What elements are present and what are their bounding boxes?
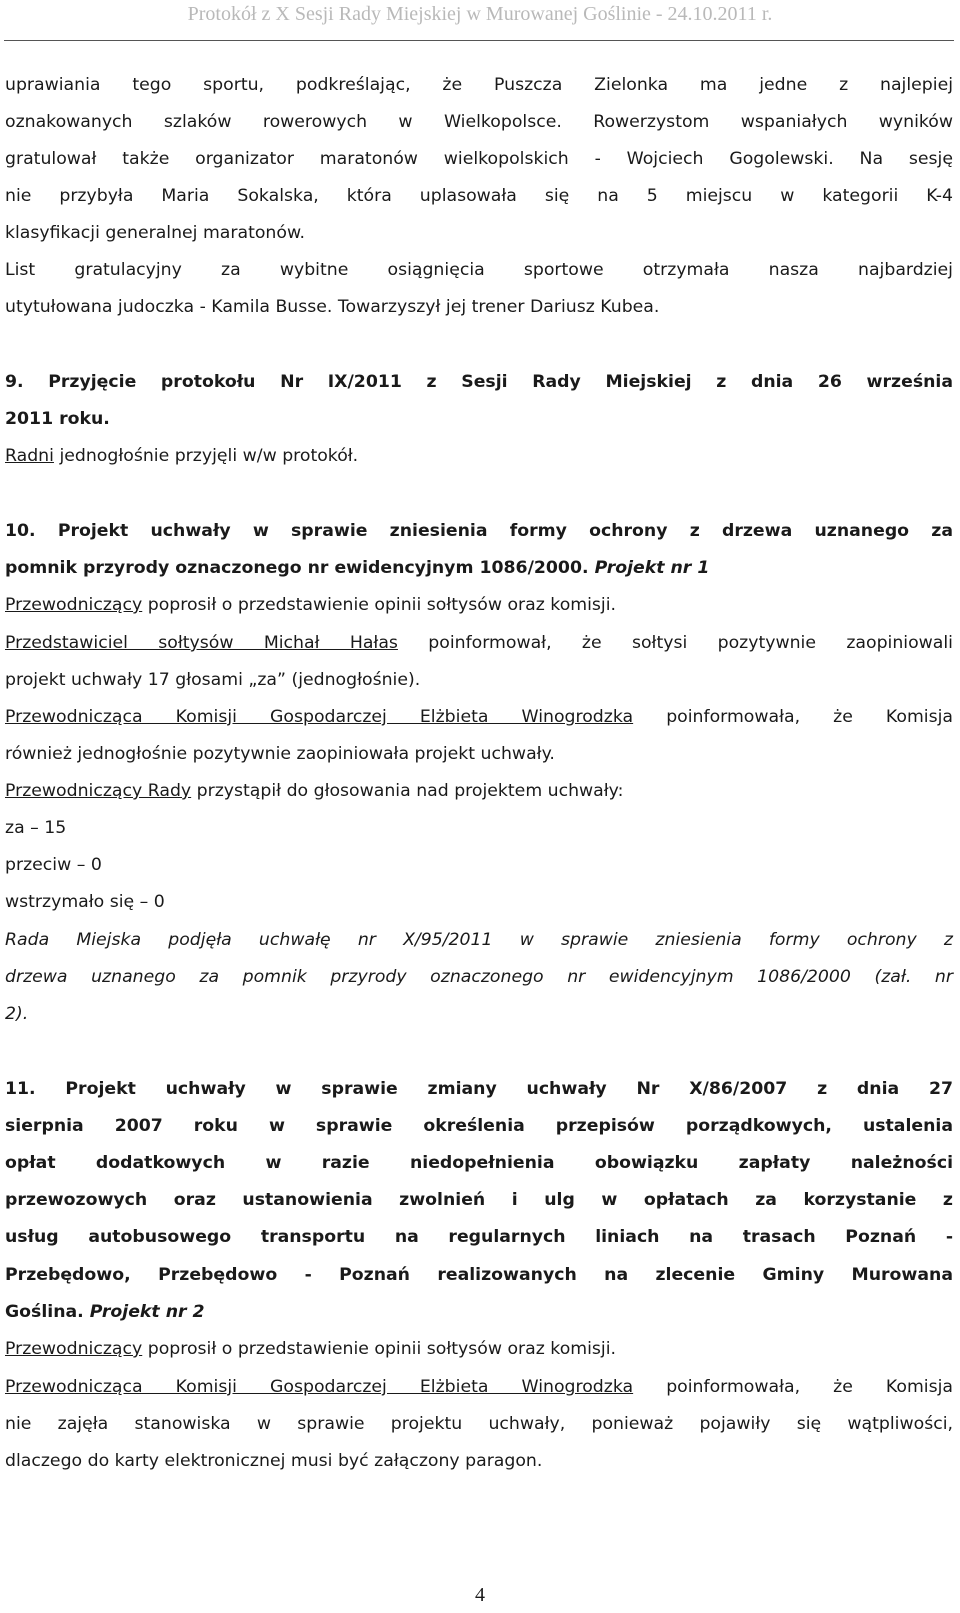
item-10-text xyxy=(5,705,953,729)
speaker-name: Przewodnicząca Komisji Gospodarczej Elżbieta Winogrodzka xyxy=(5,707,634,727)
speaker-name: Przewodniczący xyxy=(5,595,143,615)
item-10-text xyxy=(5,631,953,655)
header-divider xyxy=(4,40,954,41)
item-10-text: również jednogłośnie pozytywnie zaopiniowała projekt uchwały. xyxy=(5,744,555,764)
statement: poinformował, że sołtysi pozytywnie zaopiniowali xyxy=(397,633,953,653)
item-10-text xyxy=(5,779,953,803)
item-10-heading: 10. Projekt uchwały w sprawie zniesienia formy ochrony z drzewa uznanego za xyxy=(5,521,953,541)
item-10-heading xyxy=(5,556,953,580)
statement: przystąpił do głosowania nad projektem uchwały: xyxy=(191,781,624,801)
item-10-text: projekt uchwały 17 głosami „za” (jednogłośnie). xyxy=(5,670,421,690)
paragraph-line: gratulował także organizator maratonów wielkopolskich - Wojciech Gogolewski. Na sesję xyxy=(5,149,953,169)
statement: poprosił o przedstawienie opinii sołtysów oraz komisji. xyxy=(142,595,617,615)
heading-text: Goślina. xyxy=(5,1302,84,1322)
item-11-text xyxy=(5,1337,953,1361)
resolution-text: 2). xyxy=(5,1004,29,1024)
item-11-text: dlaczego do karty elektronicznej musi być załączony paragon. xyxy=(5,1451,543,1471)
paragraph-line: List gratulacyjny za wybitne osiągnięcia sportowe otrzymała nasza najbardziej xyxy=(5,260,953,280)
item-9-text xyxy=(5,444,953,468)
project-number: Projekt nr 2 xyxy=(83,1302,205,1322)
item-9-heading: 9. Przyjęcie protokołu Nr IX/2011 z Sesji Rady Miejskiej z dnia 26 września xyxy=(5,372,953,392)
item-11-heading: opłat dodatkowych w razie niedopełnienia obowiązku zapłaty należności xyxy=(5,1153,953,1173)
vote-abstain: wstrzymało się – 0 xyxy=(5,892,165,912)
item-11-text: nie zajęła stanowiska w sprawie projektu uchwały, ponieważ pojawiły się wątpliwości, xyxy=(5,1414,953,1434)
project-number: Projekt nr 1 xyxy=(588,558,710,578)
item-11-text xyxy=(5,1375,953,1399)
item-11-heading: Przebędowo, Przebędowo - Poznań realizowanych na zlecenie Gminy Murowana xyxy=(5,1265,953,1285)
paragraph-line: klasyfikacji generalnej maratonów. xyxy=(5,223,305,243)
page-number: 4 xyxy=(475,1584,485,1606)
statement: poprosił o przedstawienie opinii sołtysów oraz komisji. xyxy=(142,1339,617,1359)
vote-for: za – 15 xyxy=(5,818,67,838)
resolution-text: drzewa uznanego za pomnik przyrody oznaczonego nr ewidencyjnym 1086/2000 (zał. nr xyxy=(5,967,953,987)
item-11-heading xyxy=(5,1300,953,1324)
item-11-heading: sierpnia 2007 roku w sprawie określenia przepisów porządkowych, ustalenia xyxy=(5,1116,953,1136)
resolution-text: Rada Miejska podjęła uchwałę nr X/95/2011 w sprawie zniesienia formy ochrony z xyxy=(5,930,953,950)
item-11-heading: 11. Projekt uchwały w sprawie zmiany uchwały Nr X/86/2007 z dnia 27 xyxy=(5,1079,953,1099)
paragraph-line: uprawiania tego sportu, podkreślając, że Puszcza Zielonka ma jedne z najlepiej xyxy=(5,75,953,95)
item-11-heading: usług autobusowego transportu na regularnych liniach na trasach Poznań - xyxy=(5,1227,953,1247)
statement: poinformowała, że Komisja xyxy=(633,707,953,727)
item-11-heading: przewozowych oraz ustanowienia zwolnień i ulg w opłatach za korzystanie z xyxy=(5,1190,953,1210)
vote-against: przeciw – 0 xyxy=(5,855,102,875)
running-header: Protokół z X Sesji Rady Miejskiej w Murowanej Goślinie - 24.10.2011 r. xyxy=(187,3,773,25)
item-10-text xyxy=(5,593,953,617)
speaker-name: Radni xyxy=(5,446,54,466)
speaker-name: Przedstawiciel sołtysów Michał Hałas xyxy=(5,633,398,653)
paragraph-line: utytułowana judoczka - Kamila Busse. Towarzyszył jej trener Dariusz Kubea. xyxy=(5,297,660,317)
speaker-name: Przewodnicząca Komisji Gospodarczej Elżbieta Winogrodzka xyxy=(5,1377,634,1397)
heading-text: pomnik przyrody oznaczonego nr ewidencyjnym 1086/2000. xyxy=(5,558,589,578)
statement: poinformowała, że Komisja xyxy=(633,1377,953,1397)
item-9-heading: 2011 roku. xyxy=(5,409,110,429)
paragraph-line: oznakowanych szlaków rowerowych w Wielkopolsce. Rowerzystom wspaniałych wyników xyxy=(5,112,953,132)
statement: jednogłośnie przyjęli w/w protokół. xyxy=(53,446,359,466)
speaker-name: Przewodniczący Rady xyxy=(5,781,192,801)
paragraph-line: nie przybyła Maria Sokalska, która uplasowała się na 5 miejscu w kategorii K-4 xyxy=(5,186,953,206)
speaker-name: Przewodniczący xyxy=(5,1339,143,1359)
